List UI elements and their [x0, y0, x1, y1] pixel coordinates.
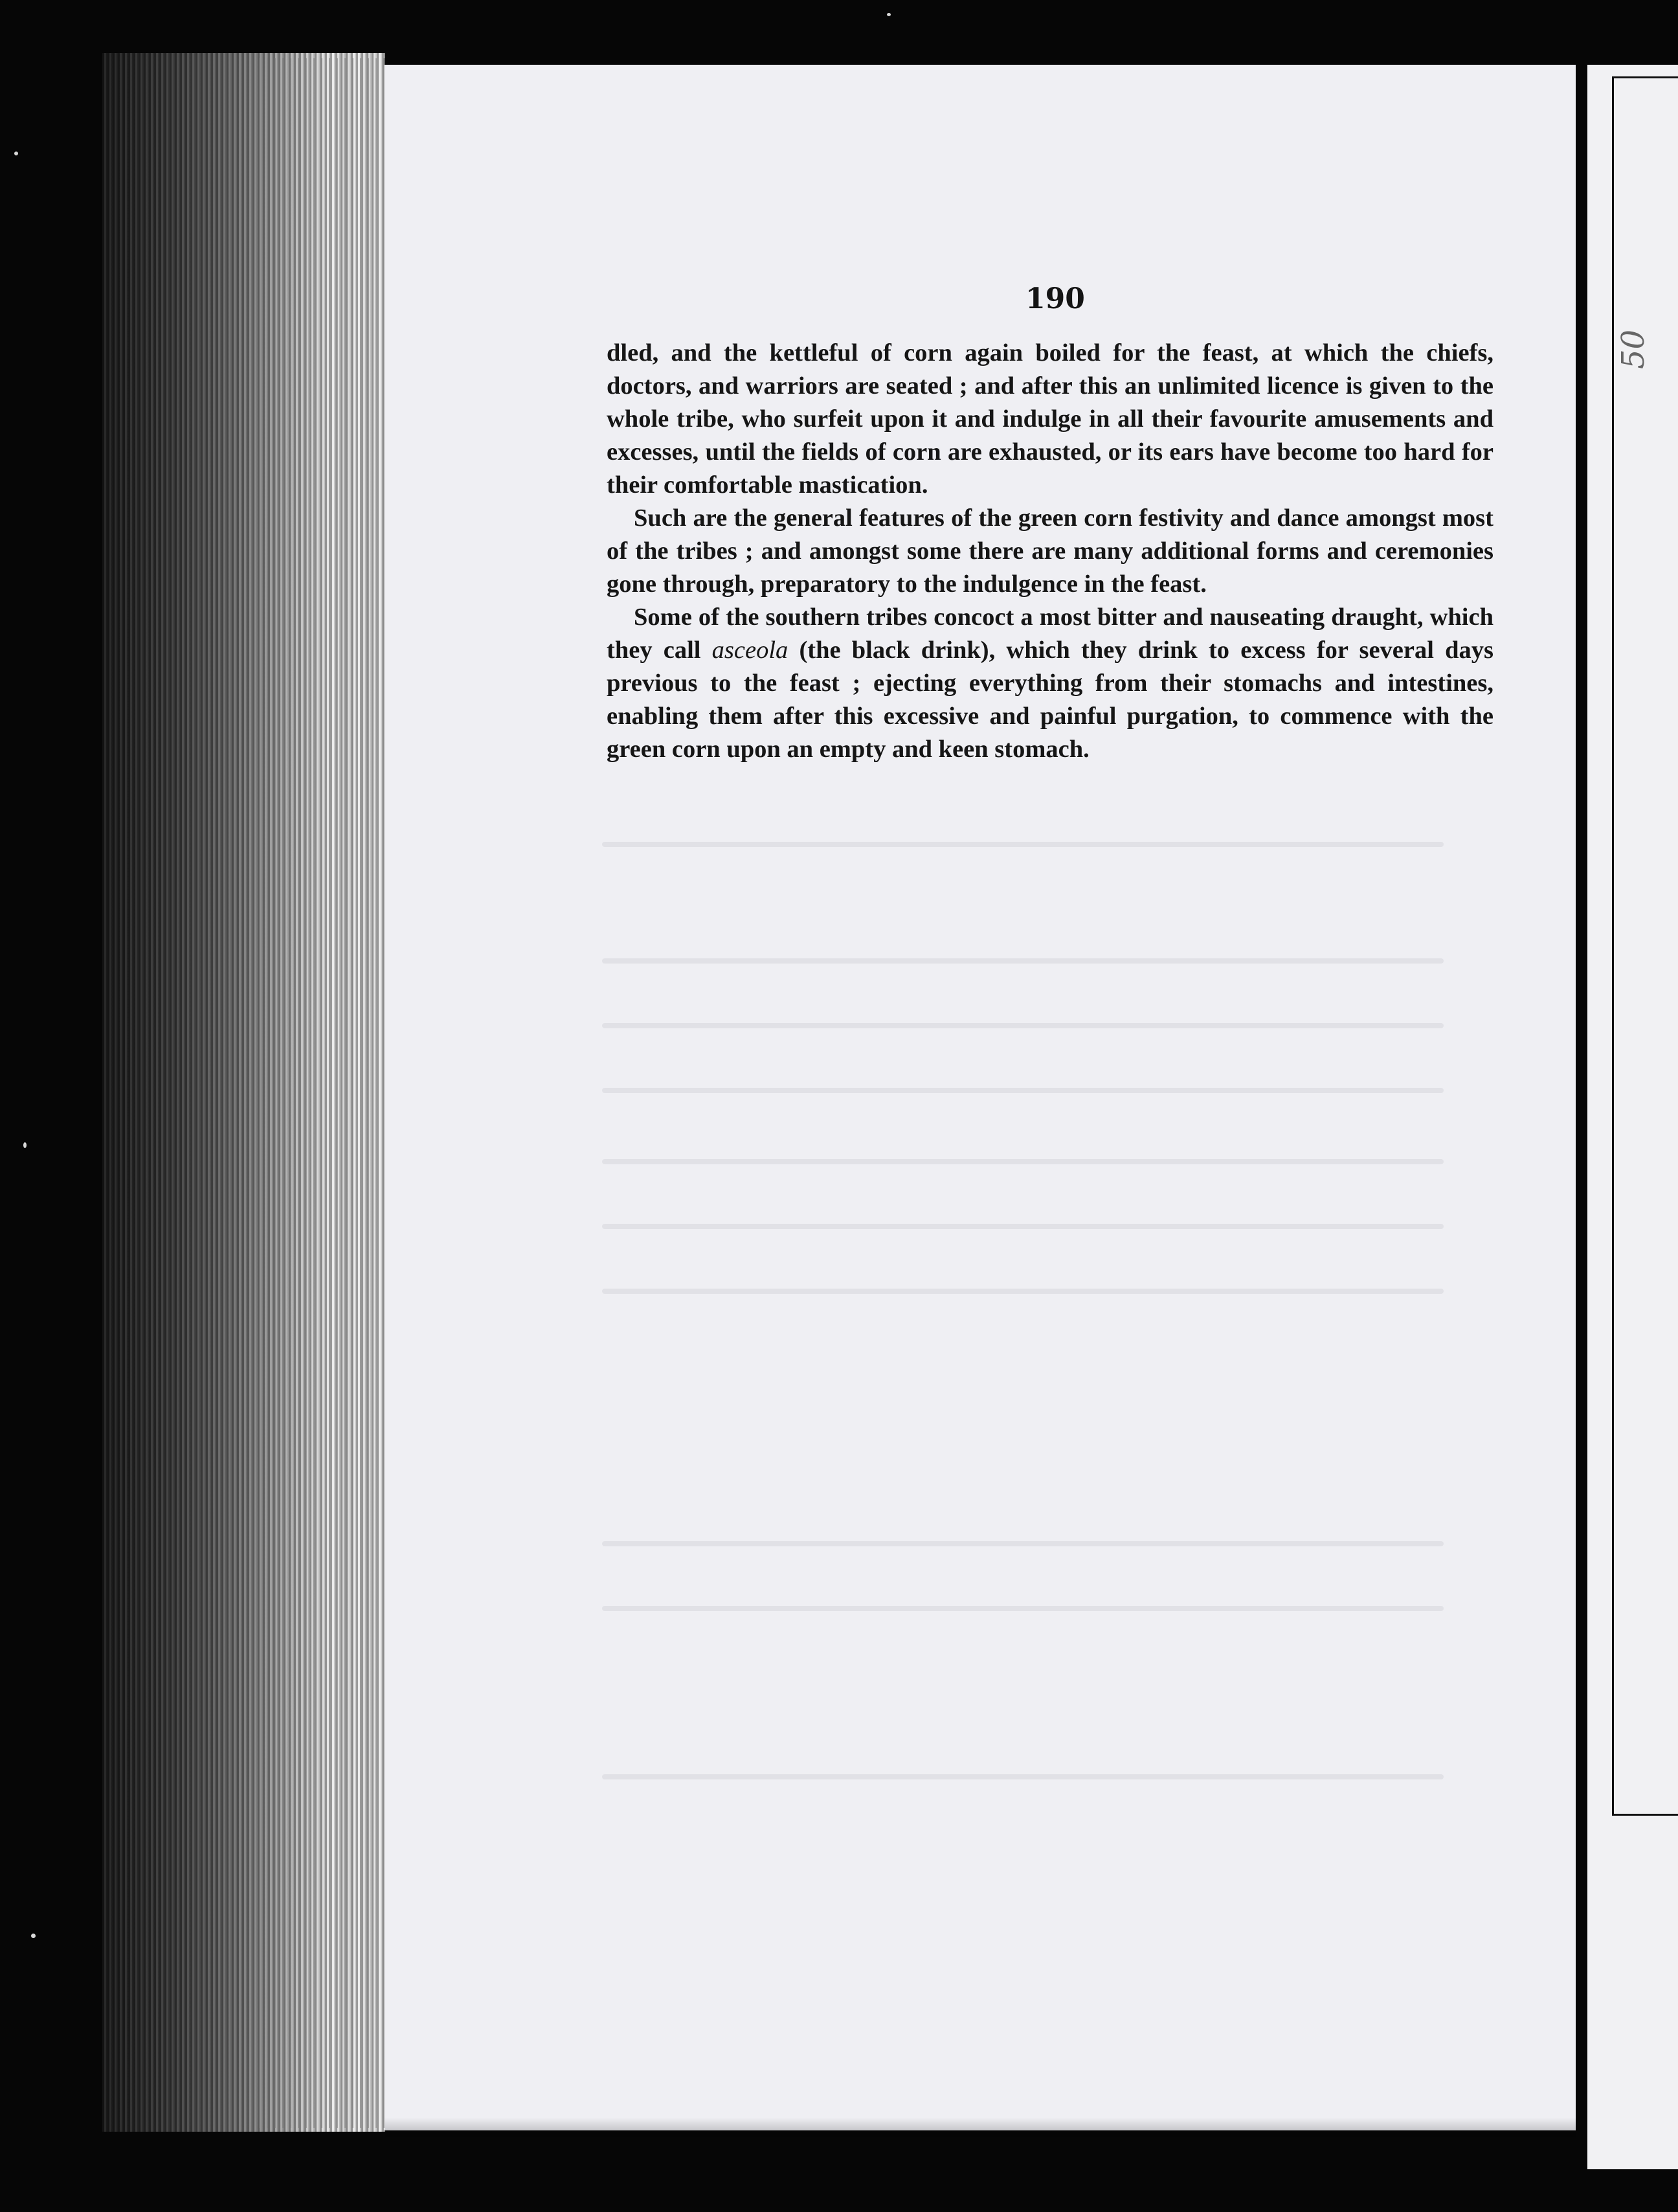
scan-speck — [887, 13, 891, 16]
bleed-through-line — [602, 1224, 1444, 1229]
bleed-through-line — [602, 1774, 1444, 1779]
bleed-through-line — [602, 1541, 1444, 1546]
scan-speck — [14, 152, 18, 155]
italic-term: asceola — [711, 637, 789, 664]
paragraph-2: Such are the general features of the green corn festivity and dance amongst most of the tribes ; and amongst some there are many additional forms and ceremonies gone through, preparatory to the indulgence in the feast. — [607, 504, 1493, 598]
bleed-through-line — [602, 1606, 1444, 1611]
paragraph-3-start: Some of the southern tribes concoct a most bitter and nauseating draught, which they call — [607, 604, 1493, 664]
page-number: 190 — [1025, 282, 1085, 315]
bleed-through-line — [602, 1023, 1444, 1028]
margin-note: 50 — [1615, 329, 1651, 369]
bleed-through-line — [602, 842, 1444, 847]
scan-speck — [23, 1142, 27, 1148]
bleed-through-line — [602, 1289, 1444, 1294]
paragraph-1: dled, and the kettleful of corn again boiled for the feast, at which the chiefs, doctors, and warriors are seated ; and after this an unlimited licence is given to the whole tribe, who surfeit upon it and indulge in all their favourite amusements and excesses, until the fields of corn are exhausted, or its ears have become too hard for their comfortable mastication. — [607, 339, 1493, 499]
page-edge-lines — [259, 58, 386, 2128]
bleed-through-line — [602, 1088, 1444, 1093]
bleed-through-line — [602, 1159, 1444, 1164]
paragraph-3-end: (the black drink), which they drink to excess for several days previous to the feast ; ejecting everything from their stomachs and intestines, enabling them after this excessive and painful purgation, to commence with the green corn upon an empty and keen stomach. — [607, 637, 1493, 763]
page-bottom-shadow — [385, 2117, 1576, 2137]
paragraph-3 — [607, 601, 1493, 766]
body-text — [607, 337, 1493, 766]
scan-speck — [31, 1934, 36, 1938]
bleed-through-line — [602, 958, 1444, 964]
